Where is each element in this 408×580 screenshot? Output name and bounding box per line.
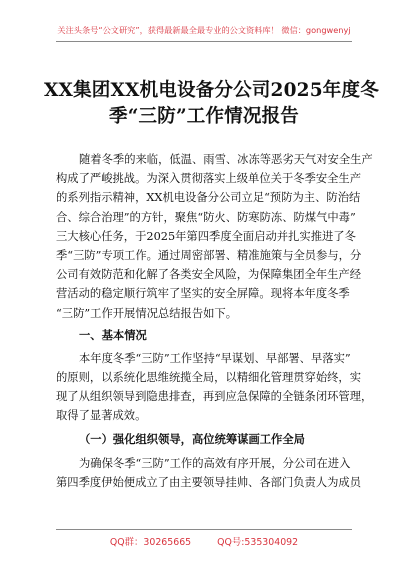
footer-qq: QQ号:535304092 <box>217 537 299 548</box>
text-line: 为确保冬季“三防”工作的高效有序开展，分公司在进入 <box>79 456 351 470</box>
document-title <box>44 78 379 130</box>
document-body <box>56 150 373 492</box>
subsection-heading-organization: （一）强化组织领导，高位统筹谋画工作全局 <box>79 431 305 446</box>
footer-divider <box>56 529 352 530</box>
footer-contact <box>0 534 408 548</box>
text-line: 第四季度伊始便成立了由主要领导挂帅、各部门负责人为成员 <box>56 475 362 489</box>
text-line: 本年度冬季“三防”工作坚持“早谋划、早部署、早落实” <box>79 351 351 365</box>
text-line: 随着冬季的来临，低温、雨雪、冰冻等恶劣天气对安全生产 <box>79 153 373 166</box>
text-line: 三大核心任务，于2025年第四季度全面启动并扎实推进了冬 <box>56 229 356 243</box>
title-line: XX集团XX机电设备分公司2025年度冬 <box>44 80 379 101</box>
text-line: 取得了显著成效。 <box>56 409 147 423</box>
text-line: 现了从组织领导到隐患排查，再到应急保障的全链条闭环管理， <box>56 390 373 404</box>
section1-paragraph <box>56 349 373 426</box>
text-line: 构成了严峻挑战。为深入贯彻落实上级单位关于冬季安全生产 <box>56 172 362 186</box>
section-heading-basic-situation: 一、基本情况 <box>79 328 147 342</box>
footer-qq-group: QQ群：30265665 <box>109 537 192 548</box>
title-line: 季“三防”工作情况报告 <box>109 106 299 127</box>
text-line: 公司有效防范和化解了各类安全风险，为保障集团全年生产经 <box>56 268 362 282</box>
subsection1-paragraph <box>56 454 362 492</box>
text-line: 合、综合治理”的方针，聚焦“防火、防寒防冻、防煤气中毒” <box>56 210 356 224</box>
header-divider <box>56 41 352 42</box>
text-line: 季“三防”专项工作。通过周密部署、精准施策与全员参与，分 <box>56 249 362 263</box>
text-line: 的系列指示精神，XX机电设备分公司立足“预防为主、防治结 <box>56 191 361 205</box>
intro-paragraph <box>56 150 373 323</box>
text-line: 营活动的稳定顺行筑牢了坚实的安全屏障。现将本年度冬季 <box>56 287 350 301</box>
text-line: “三防”工作开展情况总结报告如下。 <box>56 306 238 320</box>
text-line: 的原则，以系统化思维统揽全局，以精细化管理贯穿始终，实 <box>56 371 362 385</box>
header-note: 关注头条号“公文研究”，获得最新最全最专业的公文资料库！ 微信：gongwenyj <box>57 25 351 35</box>
